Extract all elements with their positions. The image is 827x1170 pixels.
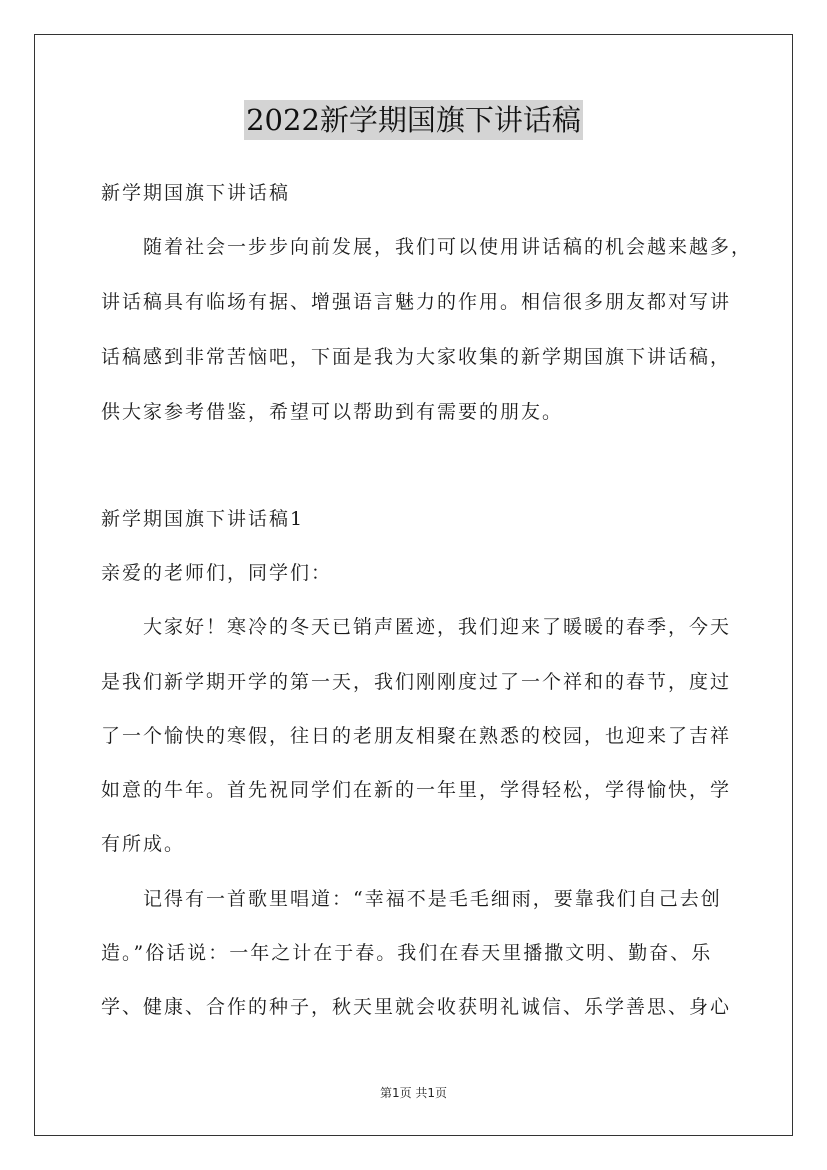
paragraph-line: 大家好！寒冷的冬天已销声匿迹，我们迎来了暖暖的春季，今天: [143, 616, 732, 638]
document-title: 2022新学期国旗下讲话稿: [244, 100, 583, 140]
page-number: 第1页 共1页: [379, 1086, 448, 1100]
paragraph-line: 造。”俗话说：一年之计在于春。我们在春天里播撒文明、勤奋、乐: [101, 942, 713, 964]
subtitle: 新学期国旗下讲话稿: [101, 182, 291, 204]
section-heading: 新学期国旗下讲话稿1: [101, 508, 305, 530]
title-container: [0, 100, 827, 140]
paragraph-line: 如意的牛年。首先祝同学们在新的一年里，学得轻松，学得愉快，学: [101, 779, 732, 801]
paragraph-line: 学、健康、合作的种子，秋天里就会收获明礼诚信、乐学善思、身心: [101, 996, 732, 1018]
intro-line: 供大家参考借鉴，希望可以帮助到有需要的朋友。: [101, 401, 564, 423]
paragraph-line: 有所成。: [101, 833, 186, 855]
intro-line: 话稿感到非常苦恼吧，下面是我为大家收集的新学期国旗下讲话稿，: [101, 346, 732, 368]
intro-line: 讲话稿具有临场有据、增强语言魅力的作用。相信很多朋友都对写讲: [101, 291, 732, 313]
paragraph-line: 了一个愉快的寒假，往日的老朋友相聚在熟悉的校园，也迎来了吉祥: [101, 725, 732, 747]
paragraph-line: 记得有一首歌里唱道：“幸福不是毛毛细雨，要靠我们自己去创: [143, 888, 722, 910]
intro-line: 随着社会一步步向前发展，我们可以使用讲话稿的机会越来越多，: [143, 236, 753, 258]
paragraph-line: 是我们新学期开学的第一天，我们刚刚度过了一个祥和的春节，度过: [101, 671, 732, 693]
salutation: 亲爱的老师们，同学们：: [101, 562, 333, 584]
